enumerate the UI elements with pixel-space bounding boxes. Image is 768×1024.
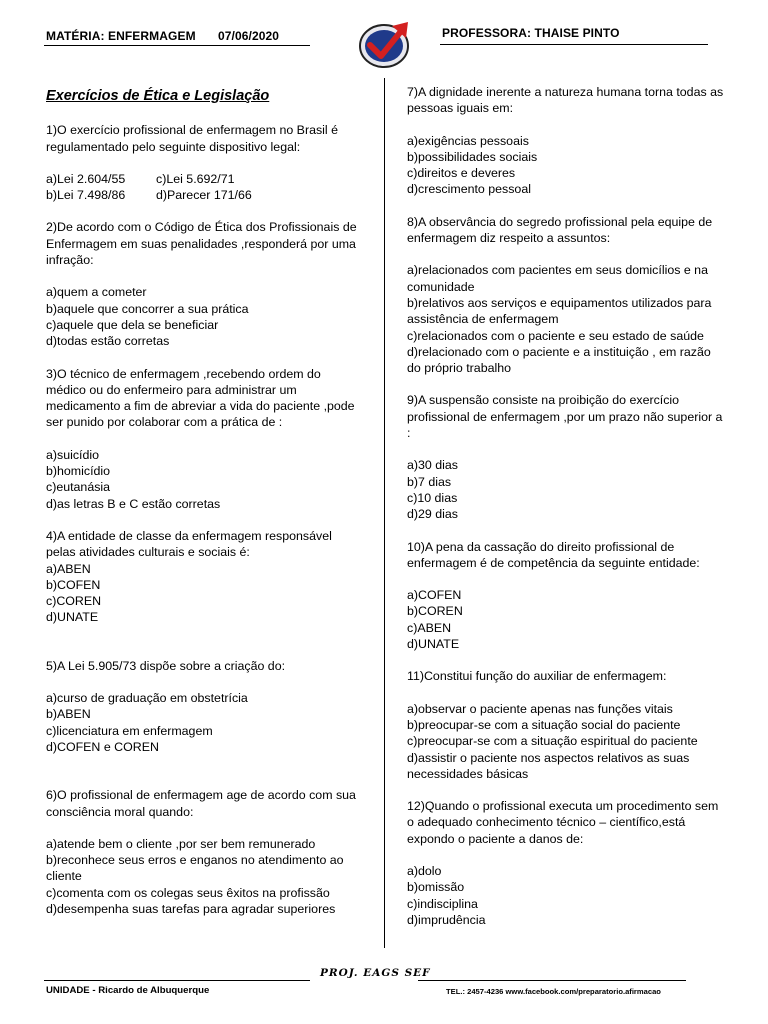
option: c)10 dias <box>407 490 458 505</box>
project-label: PROJ. EAGS SEF <box>320 967 431 979</box>
option: d)relacionado com o paciente e a instituição , em razão do próprio trabalho <box>407 344 711 376</box>
school-logo-icon <box>356 18 412 72</box>
option: d)29 dias <box>407 507 458 522</box>
option: a)observar o paciente apenas nas funções vitais <box>407 701 673 716</box>
question-9 <box>407 392 725 522</box>
option: c)licenciatura em enfermagem <box>46 723 213 738</box>
option: a)COFEN <box>407 588 462 603</box>
option: a)ABEN <box>46 561 91 576</box>
question-stem: 11)Constitui função do auxiliar de enfermagem: <box>407 669 667 684</box>
option: d)imprudência <box>407 912 486 927</box>
option: c)preocupar-se com a situação espiritual do paciente <box>407 734 698 749</box>
question-stem: 1)O exercício profissional de enfermagem no Brasil é regulamentado pelo seguinte dispositivo legal: <box>46 123 339 154</box>
option: b)possibilidades sociais <box>407 149 538 164</box>
option: a)dolo <box>407 863 442 878</box>
option: c)aquele que dela se beneficiar <box>46 317 219 332</box>
option: a)atende bem o cliente ,por ser bem remunerado <box>46 836 316 851</box>
option: a)suicídio <box>46 447 100 462</box>
option: a)exigências pessoais <box>407 133 529 148</box>
question-2 <box>46 219 364 349</box>
option: c)COREN <box>46 594 102 609</box>
option: b)reconhece seus erros e enganos no atendimento ao cliente <box>46 853 344 884</box>
contact-label: TEL.: 2457-4236 www.facebook.com/preparatorio.afirmacao <box>446 987 661 996</box>
option: c)comenta com os colegas seus êxitos na profissão <box>46 885 330 900</box>
question-7 <box>407 84 725 198</box>
option: d)assistir o paciente nos aspectos relativos as suas necessidades básicas <box>407 750 690 781</box>
question-stem: 6)O profissional de enfermagem age de acordo com sua consciência moral quando: <box>46 788 356 819</box>
question-stem: 9)A suspensão consiste na proibição do exercício profissional de enfermagem ,por um prazo não superior a : <box>407 393 723 441</box>
question-stem: 8)A observância do segredo profissional pela equipe de enfermagem diz respeito a assuntos: <box>407 214 713 246</box>
unit-label: UNIDADE - Ricardo de Albuquerque <box>46 985 210 996</box>
option: a)relacionados com pacientes em seus domicílios e na comunidade <box>407 263 708 294</box>
footer-underline-left <box>44 980 310 981</box>
option: a)30 dias <box>407 458 458 473</box>
question-stem: 3)O técnico de enfermagem ,recebendo ordem do médico ou do enfermeiro para administrar um medicamento a fim de abreviar a vida do paciente ,pode ser punido por colaborar com a prática de : <box>46 366 355 430</box>
option: b)preocupar-se com a situação social do paciente <box>407 717 681 732</box>
option: b)relativos aos serviços e equipamentos utilizados para assistência de enfermagem <box>407 295 712 327</box>
question-stem: 7)A dignidade inerente a natureza humana torna todas as pessoas iguais em: <box>407 85 724 116</box>
option: c)indisciplina <box>407 896 478 911</box>
question-12 <box>407 798 725 928</box>
column-divider <box>384 78 385 948</box>
question-6 <box>46 787 364 917</box>
option: a)curso de graduação em obstetrícia <box>46 691 248 706</box>
option: d)UNATE <box>407 637 460 652</box>
option: c)direitos e deveres <box>407 166 516 181</box>
question-5 <box>46 658 364 755</box>
question-stem: 10)A pena da cassação do direito profissional de enfermagem é de competência da seguinte entidade: <box>407 539 700 570</box>
option: b)aquele que concorrer a sua prática <box>46 301 249 316</box>
option: d)Parecer 171/66 <box>156 188 252 203</box>
question-stem: 12)Quando o profissional executa um procedimento sem o adequado conhecimento técnico – científico,está expondo o paciente a danos de: <box>407 799 719 846</box>
question-3 <box>46 366 364 512</box>
option: c)relacionados com o paciente e seu estado de saúde <box>407 328 704 343</box>
option: c)ABEN <box>407 620 452 635</box>
question-1 <box>46 122 364 203</box>
option: b)COFEN <box>46 577 101 592</box>
option: b)7 dias <box>407 474 452 489</box>
subject-label: MATÉRIA: ENFERMAGEM <box>46 29 196 43</box>
right-column <box>407 84 725 928</box>
option: c)eutanásia <box>46 480 111 495</box>
teacher-label: PROFESSORA: THAISE PINTO <box>442 26 620 40</box>
question-stem: 4)A entidade de classe da enfermagem responsável pelas atividades culturais e sociais é: <box>46 528 332 560</box>
option: b)Lei 7.498/86 <box>46 188 126 203</box>
option: d)as letras B e C estão corretas <box>46 496 221 511</box>
question-8 <box>407 214 725 377</box>
header-underline-right <box>440 44 708 45</box>
question-10 <box>407 539 725 653</box>
option: d)UNATE <box>46 610 99 625</box>
header-underline-left <box>44 45 310 46</box>
option: d)COFEN e COREN <box>46 739 159 754</box>
option: b)homicídio <box>46 464 111 479</box>
option: d)desempenha suas tarefas para agradar superiores <box>46 901 336 916</box>
date-label: 07/06/2020 <box>218 29 280 43</box>
option: d)crescimento pessoal <box>407 182 531 197</box>
option: a)Lei 2.604/55 <box>46 171 126 186</box>
option: d)todas estão corretas <box>46 334 170 349</box>
footer-underline-right <box>418 980 686 981</box>
question-stem: 2)De acordo com o Código de Ética dos Profissionais de Enfermagem em suas penalidades ,responderá por uma infração: <box>46 220 357 268</box>
left-column <box>46 88 364 917</box>
option: b)ABEN <box>46 707 91 722</box>
question-stem: 5)A Lei 5.905/73 dispõe sobre a criação do: <box>46 658 286 673</box>
option: b)COREN <box>407 604 463 619</box>
question-11 <box>407 668 725 782</box>
question-4 <box>46 528 364 626</box>
option: b)omissão <box>407 880 465 895</box>
page-title: Exercícios de Ética e Legislação <box>46 88 270 104</box>
option: a)quem a cometer <box>46 285 147 300</box>
option: c)Lei 5.692/71 <box>156 171 235 186</box>
